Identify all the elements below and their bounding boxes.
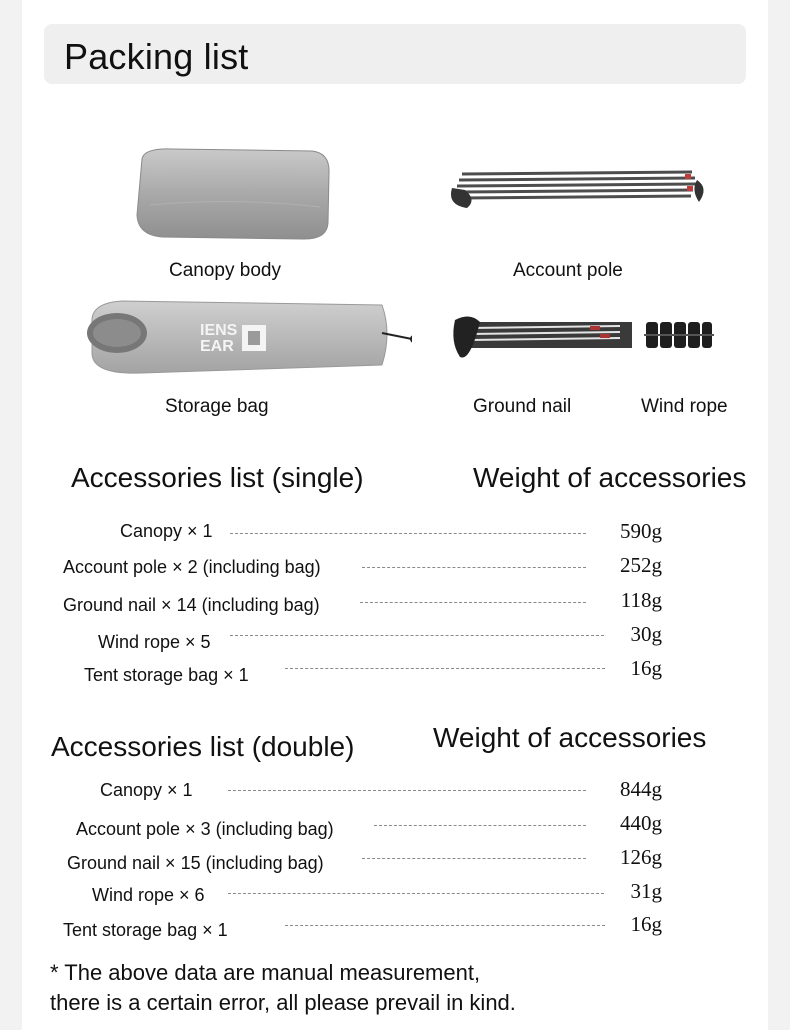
table-row-weight: 252g (620, 553, 662, 577)
header-bar (44, 24, 746, 84)
table-row-name: Tent storage bag × 1 (63, 920, 228, 940)
table-row-weight: 16g (630, 912, 662, 936)
table-row-name: Account pole × 3 (including bag) (76, 819, 334, 839)
dotted-leader (228, 893, 604, 894)
ground-nail-image (450, 312, 635, 367)
dotted-leader (362, 858, 586, 859)
table-row-weight: 590g (620, 519, 662, 543)
table-row-name: Account pole × 2 (including bag) (63, 557, 321, 577)
table-row-weight: 118g (620, 588, 662, 612)
single-weight-title: Weight of accessories (473, 462, 747, 493)
page-title: Packing list (64, 36, 249, 77)
table-row-weight: 440g (620, 811, 662, 835)
page (22, 0, 768, 1030)
dotted-leader (285, 925, 605, 926)
footnote-line: * The above data are manual measurement, (50, 960, 481, 985)
canopy-body-image (132, 145, 332, 245)
table-row-weight: 31g (630, 879, 662, 903)
dotted-leader (362, 567, 586, 568)
ground-nail-label: Ground nail (473, 396, 572, 417)
storage-bag-label: Storage bag (165, 396, 269, 417)
wind-rope-image (644, 318, 714, 352)
account-pole-label: Account pole (513, 260, 623, 281)
table-row-weight: 16g (630, 656, 662, 680)
bag-logo-text: IENS (200, 322, 238, 339)
canopy-body-label: Canopy body (169, 260, 281, 281)
account-pole-image (447, 160, 712, 220)
table-row-name: Canopy × 1 (100, 780, 193, 800)
table-row-name: Ground nail × 14 (including bag) (63, 595, 320, 615)
dotted-leader (360, 602, 586, 603)
table-row-weight: 844g (620, 777, 662, 801)
table-row-weight: 30g (630, 622, 662, 646)
table-row-name: Tent storage bag × 1 (84, 665, 249, 685)
table-row-name: Ground nail × 15 (including bag) (67, 853, 324, 873)
double-list-title: Accessories list (double) (51, 731, 355, 762)
dotted-leader (230, 635, 604, 636)
footnote (50, 958, 516, 1018)
dotted-leader (374, 825, 586, 826)
single-list-title: Accessories list (single) (71, 462, 364, 493)
dotted-leader (228, 790, 586, 791)
table-row-name: Wind rope × 5 (98, 632, 211, 652)
table-row-name: Wind rope × 6 (92, 885, 205, 905)
dotted-leader (230, 533, 586, 534)
storage-bag-image (82, 293, 412, 383)
double-weight-title: Weight of accessories (433, 722, 707, 753)
footnote-line: there is a certain error, all please prevail in kind. (50, 990, 516, 1015)
bag-logo-text: EAR (200, 338, 234, 355)
table-row-weight: 126g (620, 845, 662, 869)
dotted-leader (285, 668, 605, 669)
wind-rope-label: Wind rope (641, 396, 728, 417)
table-row-name: Canopy × 1 (120, 521, 213, 541)
